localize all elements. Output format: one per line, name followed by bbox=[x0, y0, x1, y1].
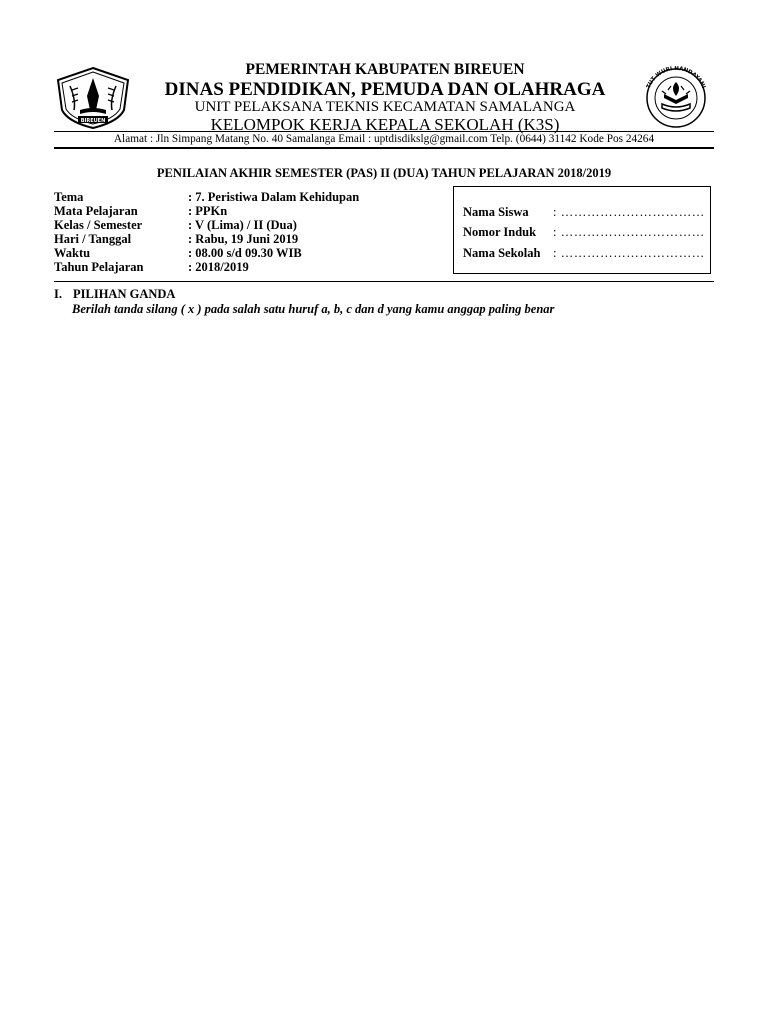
letterhead-line-4: KELOMPOK KERJA KEPALA SEKOLAH (K3S) bbox=[210, 115, 560, 134]
info-value: : Rabu, 19 Juni 2019 bbox=[188, 232, 299, 246]
student-name-field[interactable]: : …………………………… bbox=[553, 205, 705, 219]
info-row-hari-tanggal bbox=[54, 232, 434, 246]
header-separator bbox=[54, 281, 714, 282]
bireuen-regency-seal-icon bbox=[54, 66, 132, 130]
info-row-kelas-semester bbox=[54, 218, 434, 232]
info-label: Hari / Tanggal bbox=[54, 232, 132, 246]
student-name-row[interactable] bbox=[463, 205, 705, 220]
section-number: I. bbox=[54, 287, 62, 301]
info-value: : 2018/2019 bbox=[188, 260, 249, 274]
info-row-mata-pelajaran bbox=[54, 204, 434, 218]
student-id-label: Nomor Induk bbox=[463, 225, 537, 239]
letterhead-line-3: UNIT PELAKSANA TEKNIS KECAMATAN SAMALANGA bbox=[194, 99, 576, 115]
info-label: Mata Pelajaran bbox=[54, 204, 138, 218]
info-value: : PPKn bbox=[188, 204, 228, 218]
letterhead-line-2: DINAS PENDIDIKAN, PEMUDA DAN OLAHRAGA bbox=[164, 79, 606, 100]
logo-left-caption: BIREUEN bbox=[80, 118, 106, 124]
student-id-field[interactable]: : …………………………… bbox=[553, 225, 705, 239]
section-heading bbox=[54, 287, 175, 302]
logo-right-caption: TUT WURI HANDAYANI bbox=[645, 65, 707, 90]
school-name-row[interactable] bbox=[463, 246, 705, 261]
info-row-waktu bbox=[54, 246, 434, 260]
letterhead-divider-thin bbox=[54, 131, 714, 132]
exam-info-table bbox=[54, 190, 434, 274]
info-label: Kelas / Semester bbox=[54, 218, 143, 232]
student-id-row[interactable] bbox=[463, 225, 705, 240]
section-instruction: Berilah tanda silang ( x ) pada salah satu huruf a, b, c dan d yang kamu anggap paling benar bbox=[72, 302, 555, 316]
info-label: Tahun Pelajaran bbox=[54, 260, 144, 274]
letterhead-line-1: PEMERINTAH KABUPATEN BIREUEN bbox=[245, 61, 525, 78]
tut-wuri-handayani-emblem-icon bbox=[638, 64, 714, 128]
section-title: PILIHAN GANDA bbox=[73, 287, 176, 301]
info-label: Waktu bbox=[54, 246, 91, 260]
exam-title: PENILAIAN AKHIR SEMESTER (PAS) II (DUA) TAHUN PELAJARAN 2018/2019 bbox=[156, 166, 612, 180]
info-value: : 08.00 s/d 09.30 WIB bbox=[188, 246, 302, 260]
info-row-tahun-pelajaran bbox=[54, 260, 434, 274]
info-value: : V (Lima) / II (Dua) bbox=[188, 218, 297, 232]
letterhead-address: Alamat : Jln Simpang Matang No. 40 Samalanga Email : uptdisdikslg@gmail.com Telp. (0644) 31142 Kode Pos 24264 bbox=[113, 133, 655, 145]
letterhead-divider-thick bbox=[54, 147, 714, 149]
school-name-field[interactable]: : …………………………… bbox=[553, 246, 705, 260]
student-identity-box bbox=[453, 186, 711, 274]
school-name-label: Nama Sekolah bbox=[463, 246, 541, 260]
student-name-label: Nama Siswa bbox=[463, 205, 529, 219]
info-row-tema bbox=[54, 190, 434, 204]
info-value: : 7. Peristiwa Dalam Kehidupan bbox=[188, 190, 360, 204]
info-label: Tema bbox=[54, 190, 84, 204]
